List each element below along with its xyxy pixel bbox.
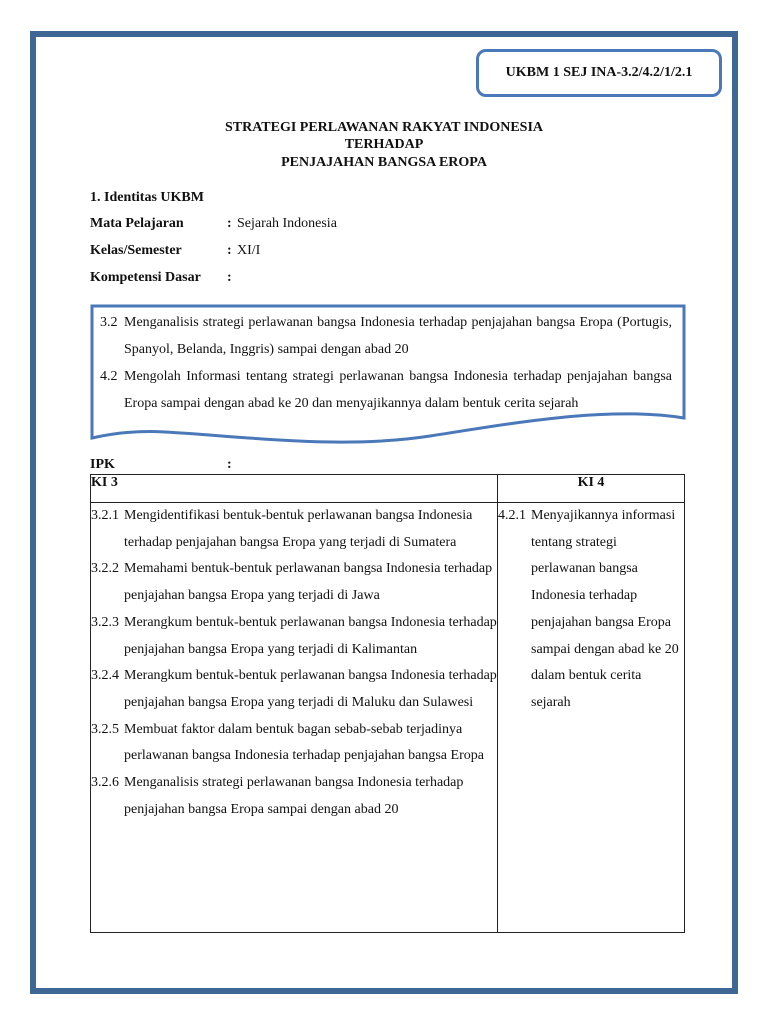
- ki3-cell: [91, 503, 498, 933]
- indicator-number: 3.2.1: [91, 508, 119, 523]
- field-colon: :: [227, 216, 232, 231]
- indicator-text: Merangkum bentuk-bentuk perlawanan bangsa Indonesia terhadap penjajahan bangsa Eropa yang terjadi di Kalimantan: [124, 614, 497, 657]
- field-value: XI/I: [237, 243, 261, 258]
- ukbm-code: UKBM 1 SEJ INA-3.2/4.2/1/2.1: [505, 65, 693, 80]
- ipk-table: [90, 474, 685, 933]
- field-colon: :: [227, 243, 232, 258]
- table-header-row: [91, 475, 685, 503]
- indicator-number: 4.2.1: [498, 508, 526, 523]
- indicator-item: [91, 717, 497, 770]
- indicator-item: [498, 503, 684, 717]
- ki4-cell: [498, 503, 685, 933]
- title-line-2: TERHADAP: [344, 137, 424, 152]
- indicator-item: [91, 610, 497, 663]
- indicator-number: 3.2.5: [91, 721, 119, 737]
- kompetensi-text: Mengolah Informasi tentang strategi perlawanan bangsa Indonesia terhadap penjajahan bangsa Eropa sampai dengan abad ke 20 dan menyajikannya dalam bentuk cerita sejarah: [124, 369, 672, 411]
- kompetensi-item: [100, 309, 672, 363]
- kompetensi-list: [100, 309, 672, 417]
- column-header-ki3: KI 3: [91, 475, 498, 503]
- ipk-label: IPK: [90, 457, 115, 472]
- indicator-item: [91, 503, 497, 556]
- kompetensi-item: [100, 363, 672, 417]
- indicator-number: 3.2.4: [91, 668, 119, 684]
- indicator-number: 3.2.2: [91, 561, 119, 577]
- ipk-colon: :: [227, 457, 232, 472]
- indicator-item: [91, 663, 497, 716]
- kompetensi-text: Menganalisis strategi perlawanan bangsa Indonesia terhadap penjajahan bangsa Eropa (Portugis, Spanyol, Belanda, Inggris) sampai dengan abad 20: [124, 315, 672, 357]
- indicator-text: Memahami bentuk-bentuk perlawanan bangsa Indonesia terhadap penjajahan bangsa Eropa yang terjadi di Jawa: [124, 561, 493, 604]
- indicator-number: 3.2.6: [91, 775, 119, 791]
- title-line-3: PENJAJAHAN BANGSA EROPA: [281, 155, 487, 170]
- field-label: Mata Pelajaran: [90, 216, 184, 231]
- indicator-text: Merangkum bentuk-bentuk perlawanan bangsa Indonesia terhadap penjajahan bangsa Eropa yang terjadi di Maluku dan Sulawesi: [124, 668, 497, 710]
- column-header-ki4: KI 4: [498, 475, 685, 503]
- kompetensi-number: 4.2: [100, 369, 118, 384]
- indicator-text: Membuat faktor dalam bentuk bagan sebab-sebab terjadinya perlawanan bangsa Indonesia terhadap penjajahan bangsa Eropa: [124, 721, 484, 764]
- indicator-text: Menganalisis strategi perlawanan bangsa Indonesia terhadap penjajahan bangsa Eropa sampai dengan abad 20: [124, 775, 464, 817]
- indicator-number: 3.2.3: [91, 614, 119, 630]
- identitas-heading: 1. Identitas UKBM: [90, 190, 204, 205]
- indicator-text: Menyajikannya informasi tentang strategi perlawanan bangsa Indonesia terhadap penjajahan bangsa Eropa sampai dengan abad ke 20 dalam bentuk cerita sejarah: [531, 508, 679, 710]
- field-colon: :: [227, 270, 232, 285]
- indicator-text: Mengidentifikasi bentuk-bentuk perlawanan bangsa Indonesia terhadap penjajahan bangsa Eropa yang terjadi di Sumatera: [124, 508, 473, 550]
- field-value: Sejarah Indonesia: [237, 216, 337, 231]
- kompetensi-number: 3.2: [100, 315, 118, 330]
- field-label: Kompetensi Dasar: [90, 270, 201, 285]
- table-row: [91, 503, 685, 933]
- field-label: Kelas/Semester: [90, 243, 182, 258]
- indicator-item: [91, 556, 497, 609]
- title-line-1: STRATEGI PERLAWANAN RAKYAT INDONESIA: [224, 120, 544, 135]
- indicator-item: [91, 770, 497, 823]
